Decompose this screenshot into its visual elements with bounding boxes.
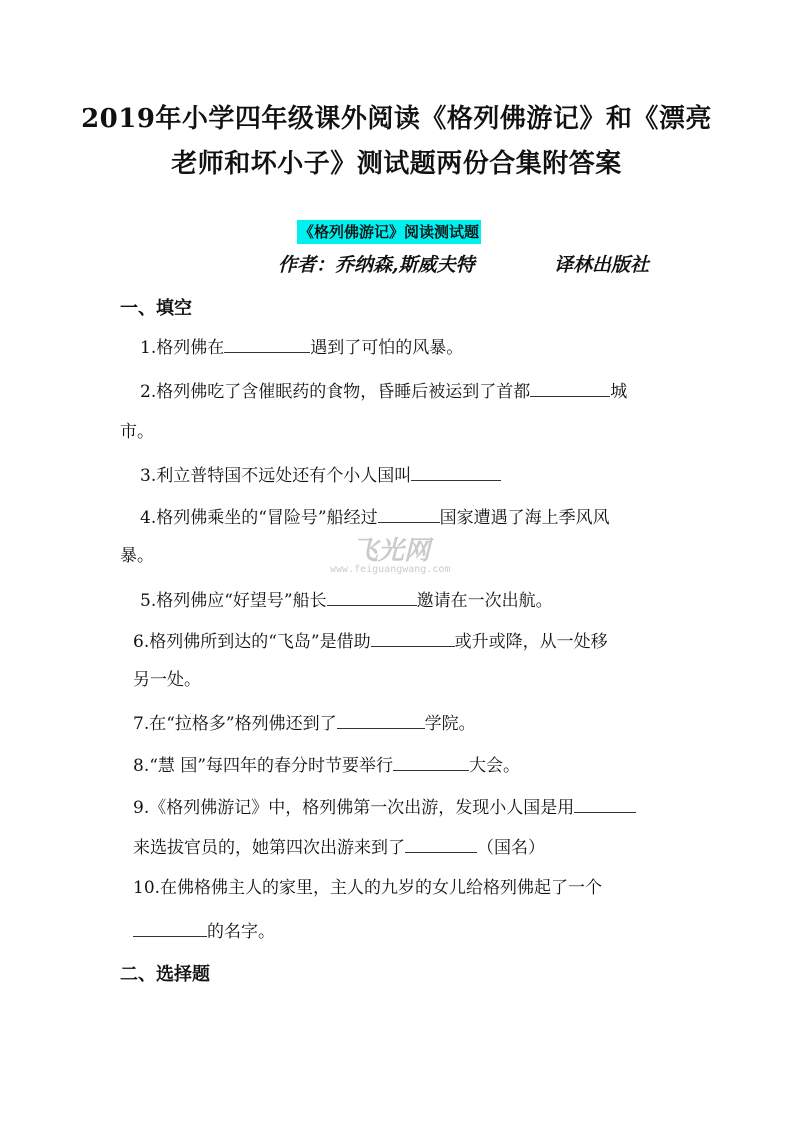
question-6-text-c: 另一处。	[133, 670, 201, 690]
question-7-text-a: 7.在“拉格多”格列佛还到了	[133, 714, 337, 734]
author-name: 作者：乔纳森,斯威夫特	[278, 254, 475, 276]
answer-blank[interactable]	[371, 628, 455, 647]
question-1-text-b: 遇到了可怕的风暴。	[310, 338, 464, 358]
answer-blank[interactable]	[405, 834, 477, 853]
answer-blank[interactable]	[378, 504, 440, 523]
answer-blank[interactable]	[133, 918, 207, 937]
question-6-text-a: 6.格列佛所到达的“飞岛”是借助	[133, 632, 371, 652]
publisher-name: 译林出版社	[554, 254, 650, 276]
document-title-line-1: 2019年小学四年级课外阅读《格列佛游记》和《漂亮	[81, 104, 712, 134]
question-10	[133, 876, 602, 900]
question-4-text-b: 国家遭遇了海上季风风	[439, 508, 610, 528]
question-5-text-a: 5.格列佛应“好望号”船长	[140, 591, 327, 611]
question-3-text-a: 3.利立普特国不远处还有个小人国叫	[140, 466, 412, 486]
question-5-text-b: 邀请在一次出航。	[416, 591, 553, 611]
answer-blank[interactable]	[393, 752, 469, 771]
question-2-continued	[120, 420, 154, 444]
answer-blank[interactable]	[224, 334, 310, 353]
question-2-text-b: 城	[610, 382, 628, 402]
question-4	[140, 504, 610, 530]
watermark-url: www.feiguangwang.com	[330, 564, 451, 575]
answer-blank[interactable]	[530, 378, 610, 397]
question-8-text-b: 大会。	[469, 756, 521, 776]
question-1	[140, 334, 463, 360]
question-7	[133, 710, 476, 736]
question-6	[133, 628, 608, 654]
question-8	[133, 752, 520, 778]
watermark-logo-text: 飞光网	[352, 536, 431, 566]
answer-blank[interactable]	[411, 462, 501, 481]
question-2-text-a: 2.格列佛吃了含催眠药的食物，昏睡后被运到了首都	[140, 382, 531, 402]
answer-blank[interactable]	[327, 587, 417, 606]
section-heading-fill-in: 一、填空	[120, 298, 192, 319]
answer-blank[interactable]	[337, 710, 425, 729]
question-2-text-c: 市。	[120, 422, 154, 442]
question-4-text-a: 4.格列佛乘坐的“冒险号”船经过	[140, 508, 378, 528]
test-subtitle: 《格列佛游记》阅读测试题	[297, 220, 481, 244]
question-6-continued	[133, 668, 201, 692]
question-3	[140, 462, 501, 488]
question-4-continued	[120, 544, 154, 568]
question-1-text-a: 1.格列佛在	[140, 338, 225, 358]
question-10-text-b: 的名字。	[207, 922, 275, 942]
question-5	[140, 587, 553, 613]
question-10-text-a: 10.在佛格佛主人的家里，主人的九岁的女儿给格列佛起了一个	[133, 878, 603, 898]
question-7-text-b: 学院。	[424, 714, 476, 734]
question-6-text-b: 或升或降，从一处移	[454, 632, 608, 652]
question-9-text-c: （国名）	[477, 838, 545, 858]
question-9	[133, 794, 636, 820]
section-heading-multiple-choice: 二、选择题	[120, 964, 210, 985]
document-title-line-2: 老师和坏小子》测试题两份合集附答案	[171, 149, 622, 179]
question-2	[140, 378, 627, 404]
answer-blank[interactable]	[574, 794, 636, 813]
author-line	[278, 250, 678, 278]
site-watermark	[330, 530, 480, 586]
question-4-text-c: 暴。	[120, 546, 154, 566]
question-10-continued	[133, 918, 275, 944]
question-9-text-b: 来选拔官员的，她第四次出游来到了	[133, 838, 405, 858]
question-9-text-a: 9.《格列佛游记》中，格列佛第一次出游，发现小人国是用	[133, 798, 575, 818]
question-9-continued	[133, 834, 545, 860]
question-8-text-a: 8.“慧 国”每四年的春分时节要举行	[133, 756, 394, 776]
